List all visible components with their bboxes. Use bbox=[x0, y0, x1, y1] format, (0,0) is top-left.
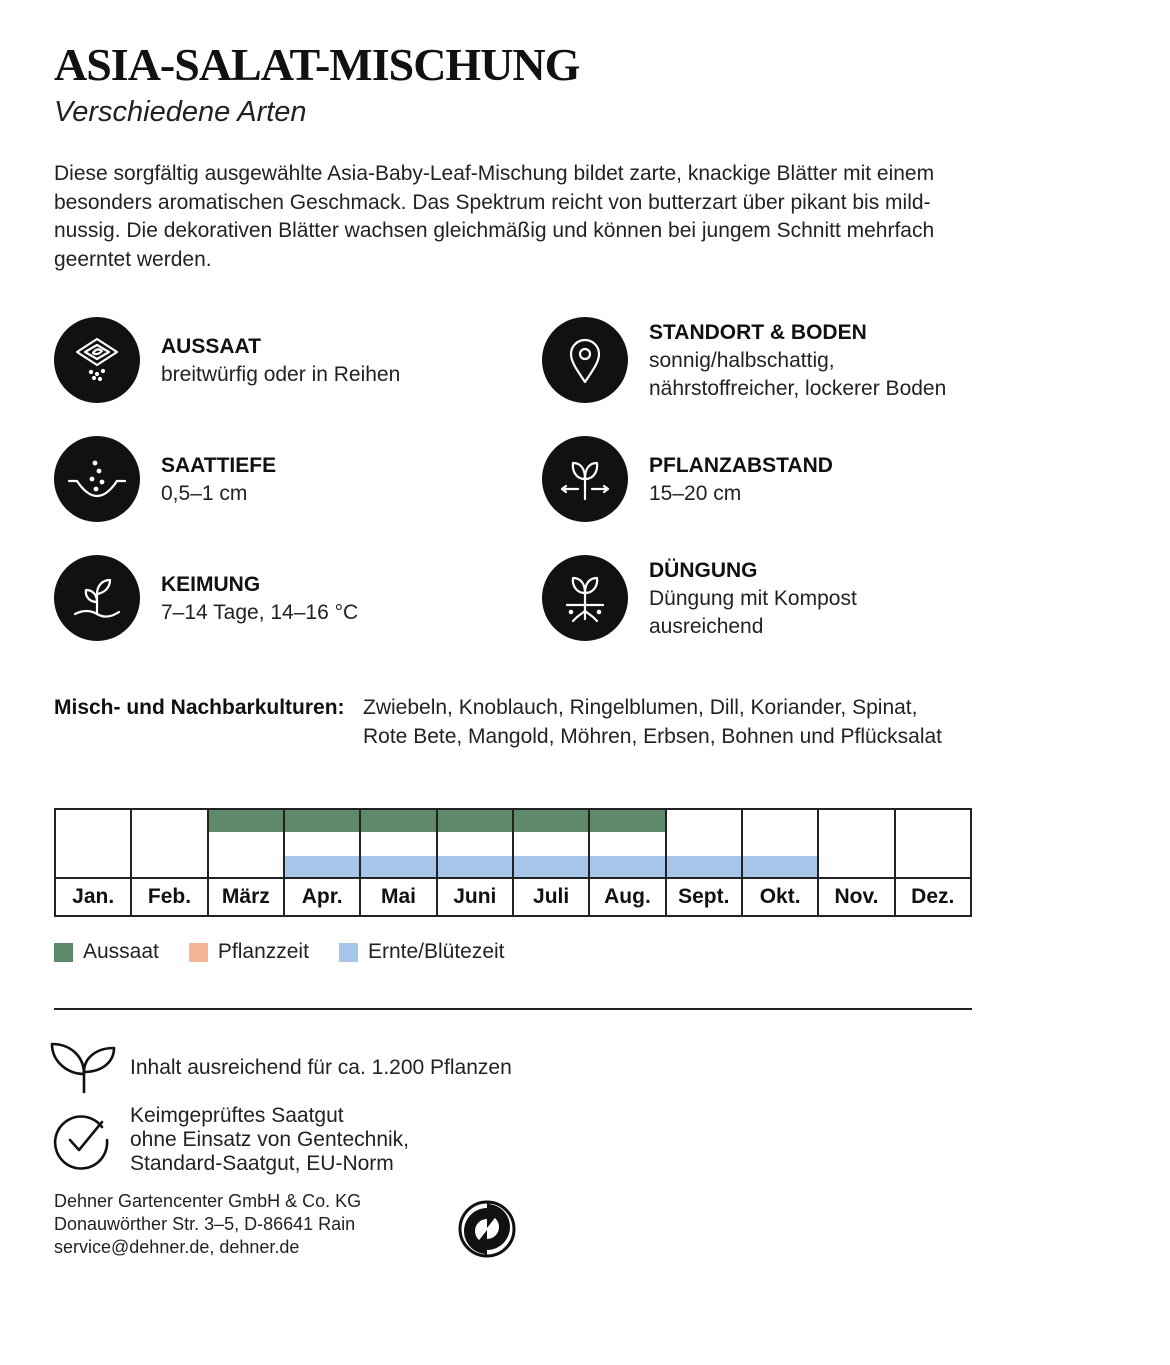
company-street: Donauwörther Str. 3–5, D-86641 Rain bbox=[54, 1214, 356, 1234]
info-aussaat bbox=[54, 317, 400, 403]
month-label: Okt. bbox=[743, 877, 817, 915]
duengung-label: DÜNGUNG bbox=[649, 558, 758, 582]
companion-line-1: Zwiebeln, Knoblauch, Ringelblumen, Dill, Koriander, Spinat, bbox=[363, 696, 918, 719]
info-pflanzabstand bbox=[542, 436, 833, 522]
companion-line-2: Rote Bete, Mangold, Möhren, Erbsen, Bohnen und Pflücksalat bbox=[363, 724, 943, 748]
ernte-bar bbox=[590, 856, 664, 877]
saattiefe-value: 0,5–1 cm bbox=[161, 481, 248, 505]
legend-label-pflanzzeit: Pflanzzeit bbox=[217, 940, 309, 963]
ernte-bar bbox=[361, 856, 435, 877]
location-pin-icon bbox=[542, 317, 628, 403]
quality-note bbox=[130, 1104, 409, 1176]
aussaat-label: AUSSAAT bbox=[161, 334, 261, 358]
calendar-month-column bbox=[514, 810, 590, 915]
sowing-depth-icon bbox=[54, 436, 140, 522]
company-address bbox=[54, 1190, 361, 1259]
fertilizer-roots-icon bbox=[542, 555, 628, 641]
sprout-icon bbox=[54, 555, 140, 641]
ernte-bar bbox=[514, 856, 588, 877]
month-label: Aug. bbox=[590, 877, 664, 915]
calendar-legend bbox=[54, 940, 535, 964]
legend-item-pflanzzeit bbox=[189, 940, 309, 964]
calendar-month-column bbox=[667, 810, 743, 915]
standort-label: STANDORT & BODEN bbox=[649, 320, 867, 344]
aussaat-bar bbox=[361, 810, 435, 832]
pflanzabstand-value: 15–20 cm bbox=[649, 481, 742, 505]
info-duengung bbox=[542, 555, 857, 641]
month-label: Mai bbox=[361, 877, 435, 915]
ernte-bar bbox=[667, 856, 741, 877]
subtitle: Verschiedene Arten bbox=[54, 96, 307, 128]
info-standort bbox=[542, 317, 946, 403]
legend-swatch-ernte bbox=[339, 943, 358, 962]
companion-plants bbox=[54, 694, 943, 748]
ernte-bar bbox=[438, 856, 512, 877]
month-label: Dez. bbox=[896, 877, 970, 915]
aussaat-bar bbox=[285, 810, 359, 832]
sowing-calendar bbox=[54, 808, 972, 917]
quality-line-3: Standard-Saatgut, EU-Norm bbox=[130, 1152, 394, 1175]
description: Diese sorgfältig ausgewählte Asia-Baby-Leaf-Mischung bildet zarte, knackige Blätter mit einem besonders aromatischen Geschmack. Das Spektrum reicht von butterzart über pikant bis mild-nussig. Die dekorativen Blätter wachsen gleichmäßig und können bei jungem Schnitt mehrfach geerntet werden. bbox=[54, 162, 935, 271]
legend-item-aussaat bbox=[54, 940, 159, 964]
keimung-label: KEIMUNG bbox=[161, 572, 261, 596]
green-dot-recycling-icon bbox=[458, 1200, 516, 1263]
standort-value: sonnig/halbschattig, nährstoffreicher, lockerer Boden bbox=[649, 348, 947, 400]
month-label: März bbox=[209, 877, 283, 915]
calendar-month-column bbox=[743, 810, 819, 915]
calendar-month-column bbox=[438, 810, 514, 915]
month-label: Sept. bbox=[667, 877, 741, 915]
legend-swatch-aussaat bbox=[54, 943, 73, 962]
calendar-month-column bbox=[132, 810, 208, 915]
month-label: Feb. bbox=[132, 877, 206, 915]
company-contact: service@dehner.de, dehner.de bbox=[54, 1237, 300, 1257]
ernte-bar bbox=[743, 856, 817, 877]
calendar-month-column bbox=[209, 810, 285, 915]
info-keimung bbox=[54, 555, 358, 641]
quality-line-2: ohne Einsatz von Gentechnik, bbox=[130, 1128, 410, 1151]
divider bbox=[54, 1008, 972, 1010]
ernte-bar bbox=[285, 856, 359, 877]
aussaat-bar bbox=[209, 810, 283, 832]
companion-label: Misch- und Nachbarkulturen: bbox=[54, 696, 345, 719]
pflanzabstand-label: PFLANZABSTAND bbox=[649, 453, 833, 477]
leaf-outline-icon bbox=[48, 1038, 118, 1099]
aussaat-value: breitwürfig oder in Reihen bbox=[161, 362, 401, 386]
month-label: Juli bbox=[514, 877, 588, 915]
aussaat-bar bbox=[438, 810, 512, 832]
legend-label-aussaat: Aussaat bbox=[83, 940, 159, 963]
month-label: Apr. bbox=[285, 877, 359, 915]
page-title: ASIA-SALAT-MISCHUNG bbox=[54, 39, 580, 90]
saattiefe-label: SAATTIEFE bbox=[161, 453, 277, 477]
quality-line-1: Keimgeprüftes Saatgut bbox=[130, 1104, 344, 1127]
calendar-month-column bbox=[819, 810, 895, 915]
calendar-month-column bbox=[361, 810, 437, 915]
calendar-month-column bbox=[285, 810, 361, 915]
seed-packet-icon bbox=[54, 317, 140, 403]
aussaat-bar bbox=[590, 810, 664, 832]
plant-spacing-icon bbox=[542, 436, 628, 522]
legend-item-ernte bbox=[339, 940, 505, 964]
month-label: Juni bbox=[438, 877, 512, 915]
duengung-value: Düngung mit Kompost ausreichend bbox=[649, 586, 857, 638]
aussaat-bar bbox=[514, 810, 588, 832]
keimung-value: 7–14 Tage, 14–16 °C bbox=[161, 600, 359, 624]
calendar-month-column bbox=[590, 810, 666, 915]
checkmark-circle-icon bbox=[52, 1110, 112, 1175]
month-label: Jan. bbox=[56, 877, 130, 915]
info-saattiefe bbox=[54, 436, 276, 522]
legend-label-ernte: Ernte/Blütezeit bbox=[367, 940, 505, 963]
company-name: Dehner Gartencenter GmbH & Co. KG bbox=[54, 1191, 362, 1211]
calendar-month-column bbox=[896, 810, 970, 915]
month-label: Nov. bbox=[819, 877, 893, 915]
legend-swatch-pflanzzeit bbox=[189, 943, 208, 962]
content-note: Inhalt ausreichend für ca. 1.200 Pflanzen bbox=[130, 1056, 512, 1079]
calendar-month-column bbox=[56, 810, 132, 915]
